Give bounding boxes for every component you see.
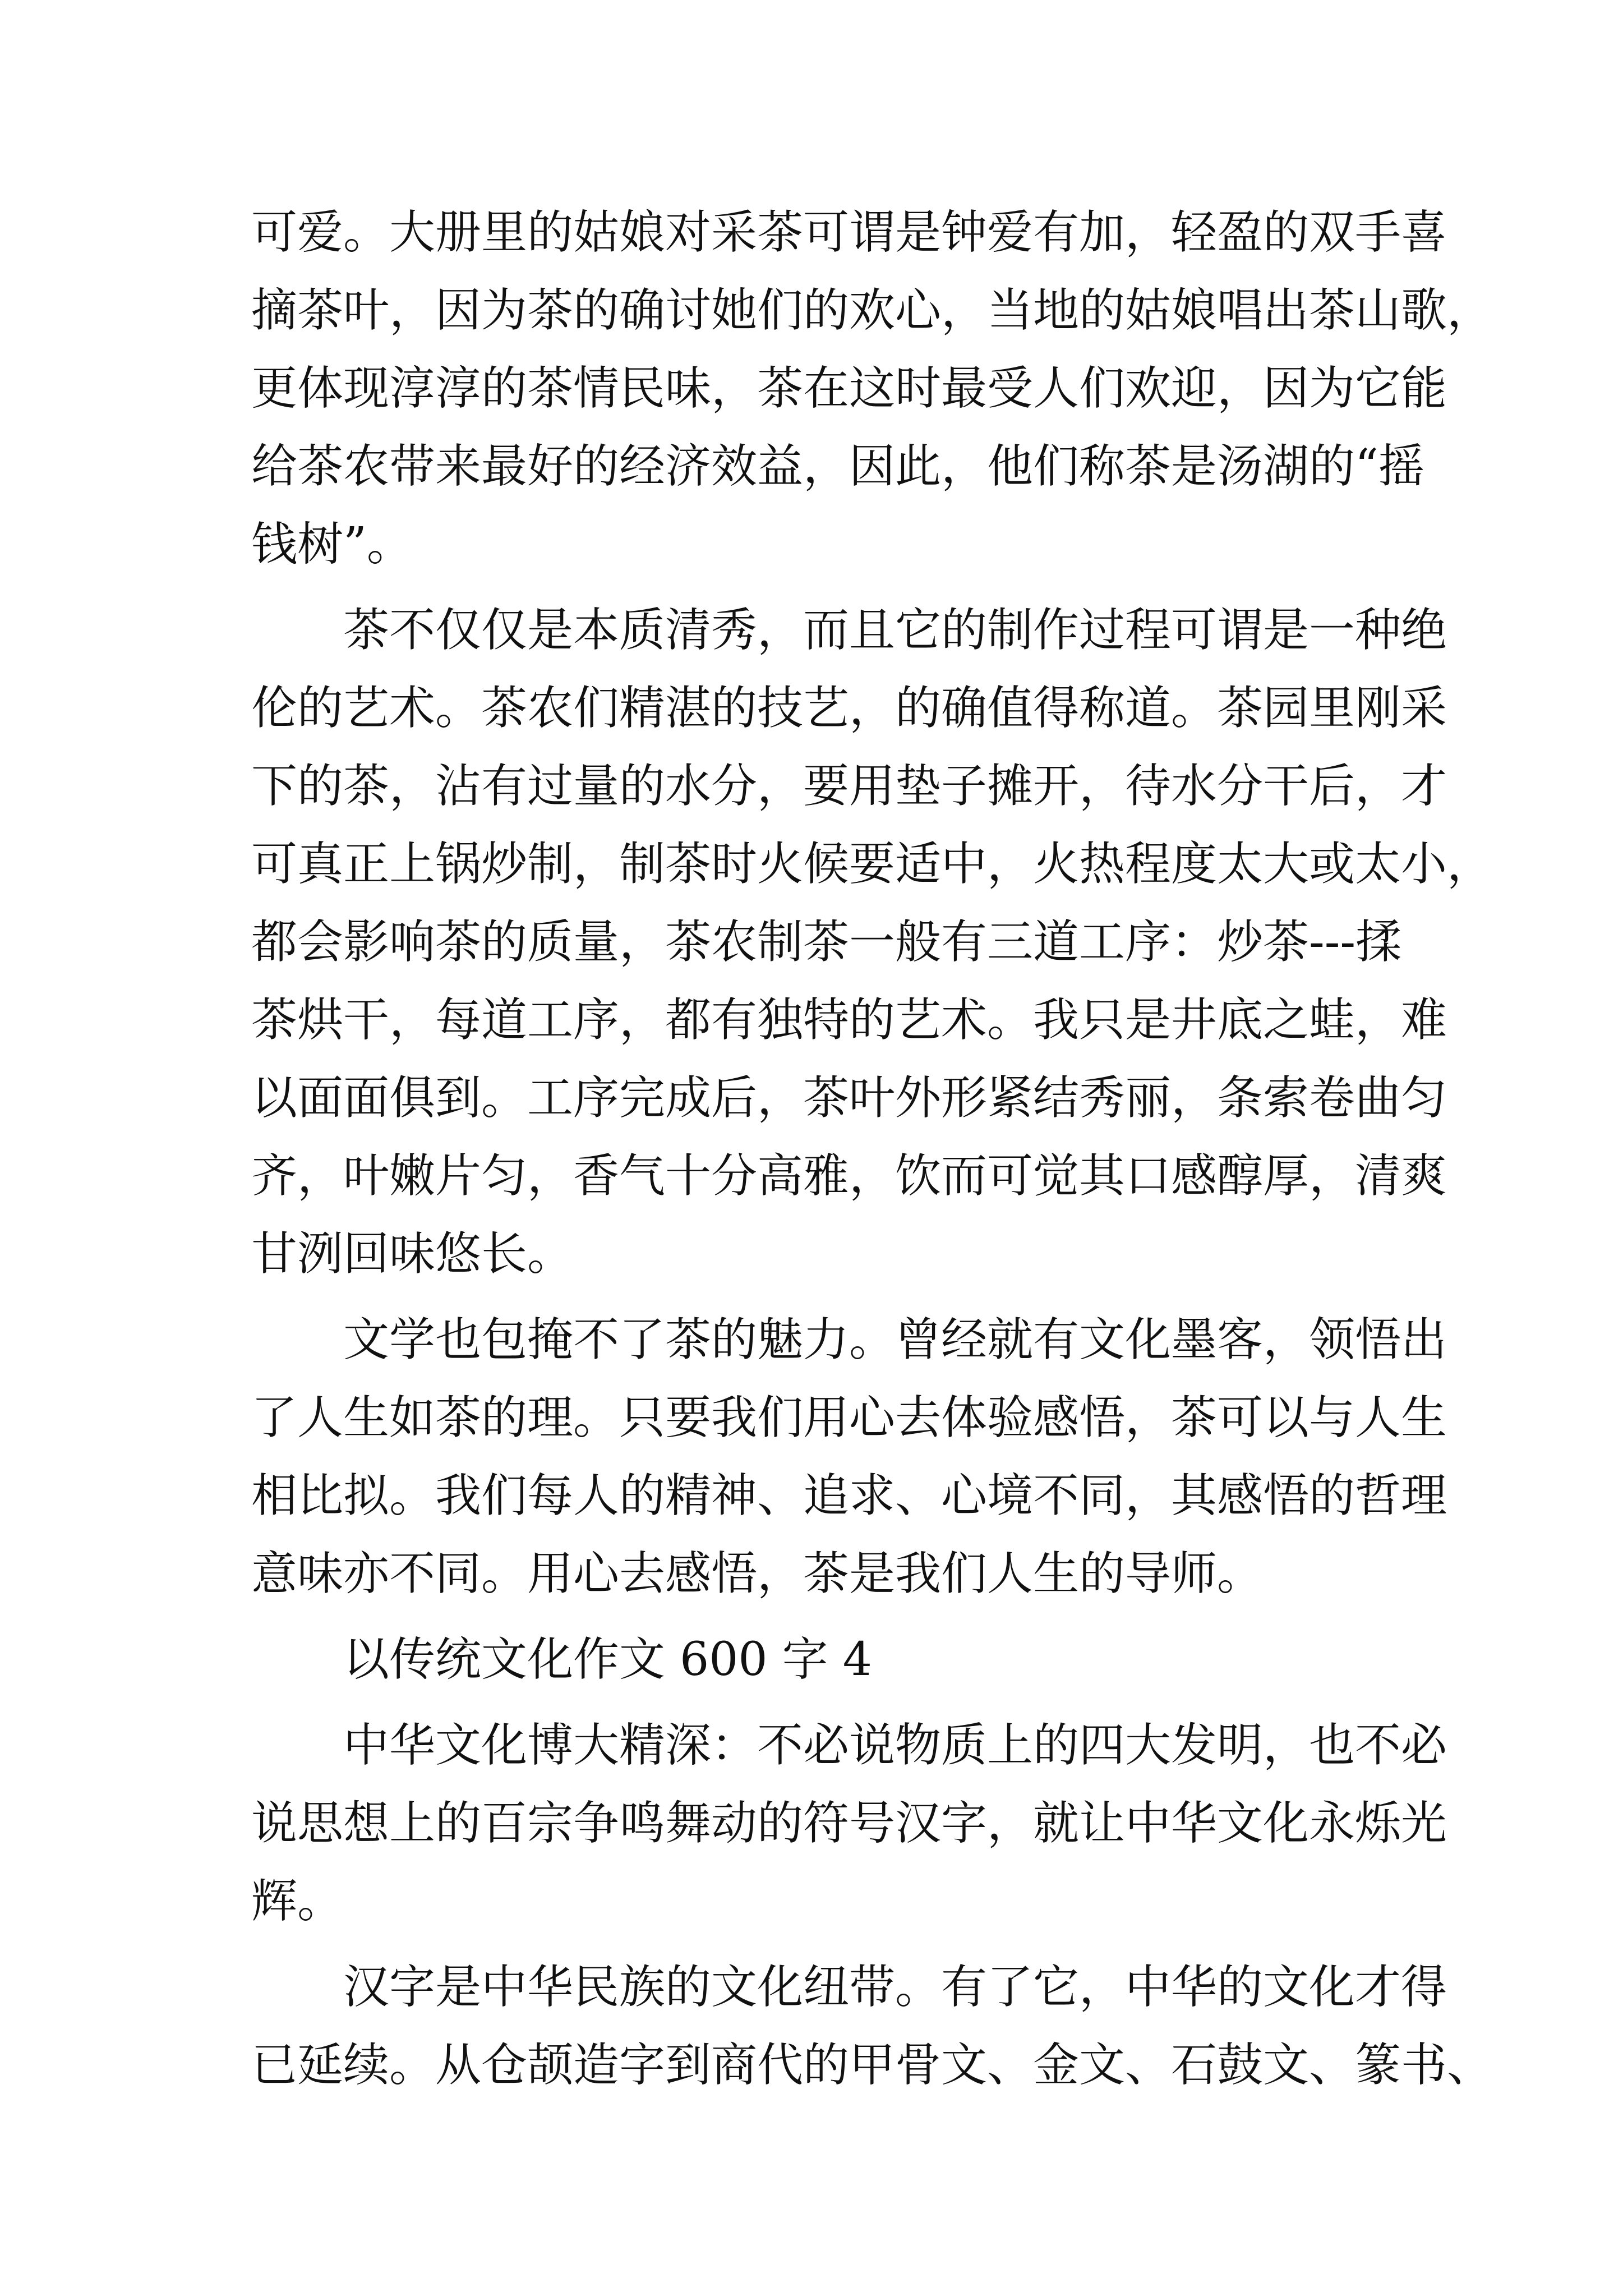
- text-line: 了人生如茶的理。只要我们用心去体验感悟，茶可以与人生: [251, 1391, 1447, 1444]
- text-line: 伦的艺术。茶农们精湛的技艺，的确值得称道。茶园里刚采: [251, 682, 1447, 735]
- paragraph-gap: [251, 1699, 1393, 1706]
- text-line: 齐，叶嫩片匀，香气十分高雅，饮而可觉其口感醇厚，清爽: [251, 1149, 1447, 1203]
- text-line: 说思想上的百宗争鸣舞动的符号汉字，就让中华文化永烁光: [251, 1797, 1447, 1850]
- text-line: 都会影响茶的质量，茶农制茶一般有三道工序：炒茶---揉: [251, 915, 1402, 969]
- text-line: 以面面俱到。工序完成后，茶叶外形紧结秀丽，条索卷曲匀: [251, 1071, 1447, 1125]
- text-line: 下的茶，沾有过量的水分，要用垫子摊开，待水分干后，才: [251, 760, 1447, 813]
- text-line: 相比拟。我们每人的精神、追求、心境不同，其感悟的哲理: [251, 1469, 1447, 1522]
- text-line: 甘洌回味悠长。: [251, 1227, 574, 1281]
- text-line: 文学也包掩不了茶的魅力。曾经就有文化墨客，领悟出: [343, 1313, 1447, 1366]
- document-body: [251, 194, 1493, 2104]
- paragraph: [251, 194, 1493, 583]
- text-line: 茶烘干，每道工序，都有独特的艺术。我只是井底之蛙，难: [251, 993, 1447, 1047]
- paragraph: [251, 591, 1493, 1293]
- text-line: 更体现淳淳的茶情民味，茶在这时最受人们欢迎，因为它能: [251, 362, 1447, 415]
- text-line: 以传统文化作文 600 字 4: [343, 1633, 872, 1686]
- text-line: 茶不仅仅是本质清秀，而且它的制作过程可谓是一种绝: [343, 604, 1447, 657]
- paragraph-gap: [251, 1940, 1393, 1948]
- text-line: 辉。: [251, 1875, 344, 1928]
- text-line: 给茶农带来最好的经济效益，因此，他们称茶是汤湖的“摇: [251, 440, 1424, 493]
- paragraph: [251, 1621, 1393, 1699]
- paragraph-gap: [251, 1293, 1393, 1301]
- paragraph: [251, 1948, 1493, 2104]
- text-line: 中华文化博大精深：不必说物质上的四大发明，也不必: [343, 1719, 1447, 1772]
- text-line: 可真正上锅炒制，制茶时火候要适中，火热程度太大或太小，: [251, 838, 1493, 891]
- text-line: 摘茶叶，因为茶的确讨她们的欢心，当地的姑娘唱出茶山歌，: [251, 284, 1493, 337]
- paragraph: [251, 1706, 1447, 1940]
- text-line: 钱树”。: [251, 518, 413, 571]
- text-line: 意味亦不同。用心去感悟，茶是我们人生的导师。: [251, 1547, 1264, 1600]
- text-line: 可爱。大册里的姑娘对采茶可谓是钟爱有加，轻盈的双手喜: [251, 206, 1447, 259]
- text-line: 汉字是中华民族的文化纽带。有了它，中华的文化才得: [343, 1961, 1447, 2014]
- text-line: 已延续。从仓颉造字到商代的甲骨文、金文、石鼓文、篆书、: [251, 2039, 1493, 2092]
- paragraph-gap: [251, 583, 1393, 591]
- paragraph: [251, 1301, 1447, 1613]
- paragraph-gap: [251, 1613, 1393, 1621]
